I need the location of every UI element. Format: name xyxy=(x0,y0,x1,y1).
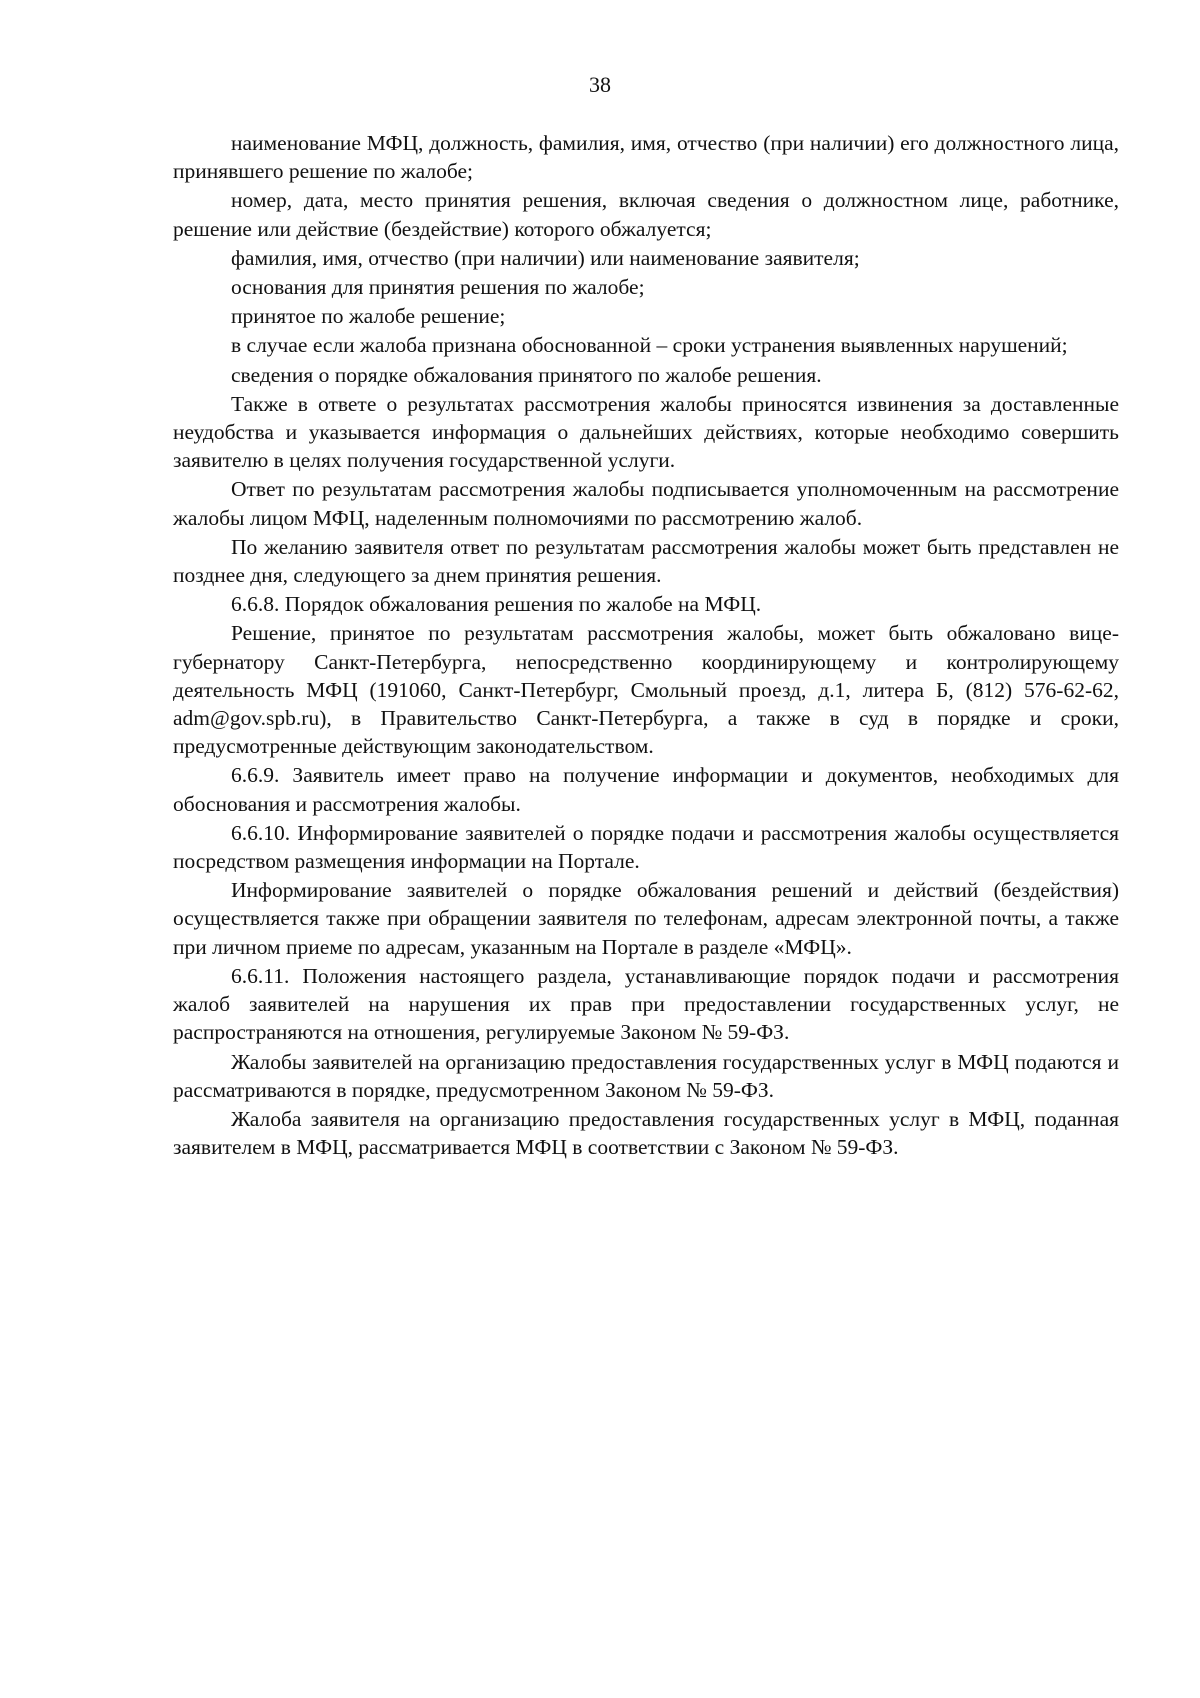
paragraph-complaint-mfc: Жалоба заявителя на организацию предоставления государственных услуг в МФЦ, поданная заявителем в МФЦ, рассматривается МФЦ в соответствии с Законом № 59-ФЗ. xyxy=(173,1106,1119,1160)
paragraph-informing: Информирование заявителей о порядке обжалования решений и действий (бездействия) осуществляется также при обращении заявителя по телефонам, адресам электронной почты, а также при личном приеме по адресам, указанным на Портале в разделе «МФЦ». xyxy=(173,878,1119,959)
paragraph-deadlines: в случае если жалоба признана обоснованной – сроки устранения выявленных нарушений; xyxy=(231,333,1068,358)
page-number: 38 xyxy=(589,72,611,97)
paragraph-complaints-law: Жалобы заявителей на организацию предоставления государственных услуг в МФЦ подаются и рассматриваются в порядке, предусмотренном Законом № 59-ФЗ. xyxy=(173,1049,1119,1102)
section-6-6-11: 6.6.11. Положения настоящего раздела, устанавливающие порядок подачи и рассмотрения жалоб заявителей на нарушения их прав при предоставлении государственных услуг, не распространяются на отношения, регулируемые Законом № 59-ФЗ. xyxy=(173,963,1119,1045)
paragraph-official-name: наименование МФЦ, должность, фамилия, имя, отчество (при наличии) его должностного лица, принявшего решение по жалобе; xyxy=(173,131,1119,184)
document-body xyxy=(173,129,1119,1162)
paragraph-appeal-procedure: сведения о порядке обжалования принятого по жалобе решения. xyxy=(231,362,822,387)
paragraph-applicant-request: По желанию заявителя ответ по результатам рассмотрения жалобы может быть представлен не позднее дня, следующего за днем принятия решения. xyxy=(173,534,1119,588)
paragraph-applicant-name: фамилия, имя, отчество (при наличии) или наименование заявителя; xyxy=(231,245,860,270)
paragraph-decision: принятое по жалобе решение; xyxy=(231,304,506,329)
section-6-6-10: 6.6.10. Информирование заявителей о порядке подачи и рассмотрения жалобы осуществляется посредством размещения информации на Портале. xyxy=(173,820,1119,874)
paragraph-decision-details: номер, дата, место принятия решения, включая сведения о должностном лице, работнике, решение или действие (бездействие) которого обжалуется; xyxy=(173,188,1119,241)
paragraph-signature: Ответ по результатам рассмотрения жалобы подписывается уполномоченным на рассмотрение жалобы лицом МФЦ, наделенным полномочиями по рассмотрению жалоб. xyxy=(173,477,1119,530)
section-6-6-9: 6.6.9. Заявитель имеет право на получение информации и документов, необходимых для обоснования и рассмотрения жалобы. xyxy=(173,763,1119,816)
paragraph-grounds: основания для принятия решения по жалобе; xyxy=(231,275,645,300)
paragraph-appeal-authority: Решение, принятое по результатам рассмотрения жалобы, может быть обжаловано вице-губернатору Санкт-Петербурга, непосредственно координирующему и контролирующему деятельность МФЦ (191060, Санкт-Петербург, Смольный проезд, д.1, литера Б, (812) 576-62-62, adm@gov.spb.ru), в Правительство Санкт-Петербурга, а также в суд в порядке и сроки, предусмотренные действующим законодательством. xyxy=(173,621,1119,759)
section-6-6-8: 6.6.8. Порядок обжалования решения по жалобе на МФЦ. xyxy=(231,592,762,617)
paragraph-apology: Также в ответе о результатах рассмотрения жалобы приносятся извинения за доставленные неудобства и указывается информация о дальнейших действиях, которые необходимо совершить заявителю в целях получения государственной услуги. xyxy=(173,391,1119,473)
